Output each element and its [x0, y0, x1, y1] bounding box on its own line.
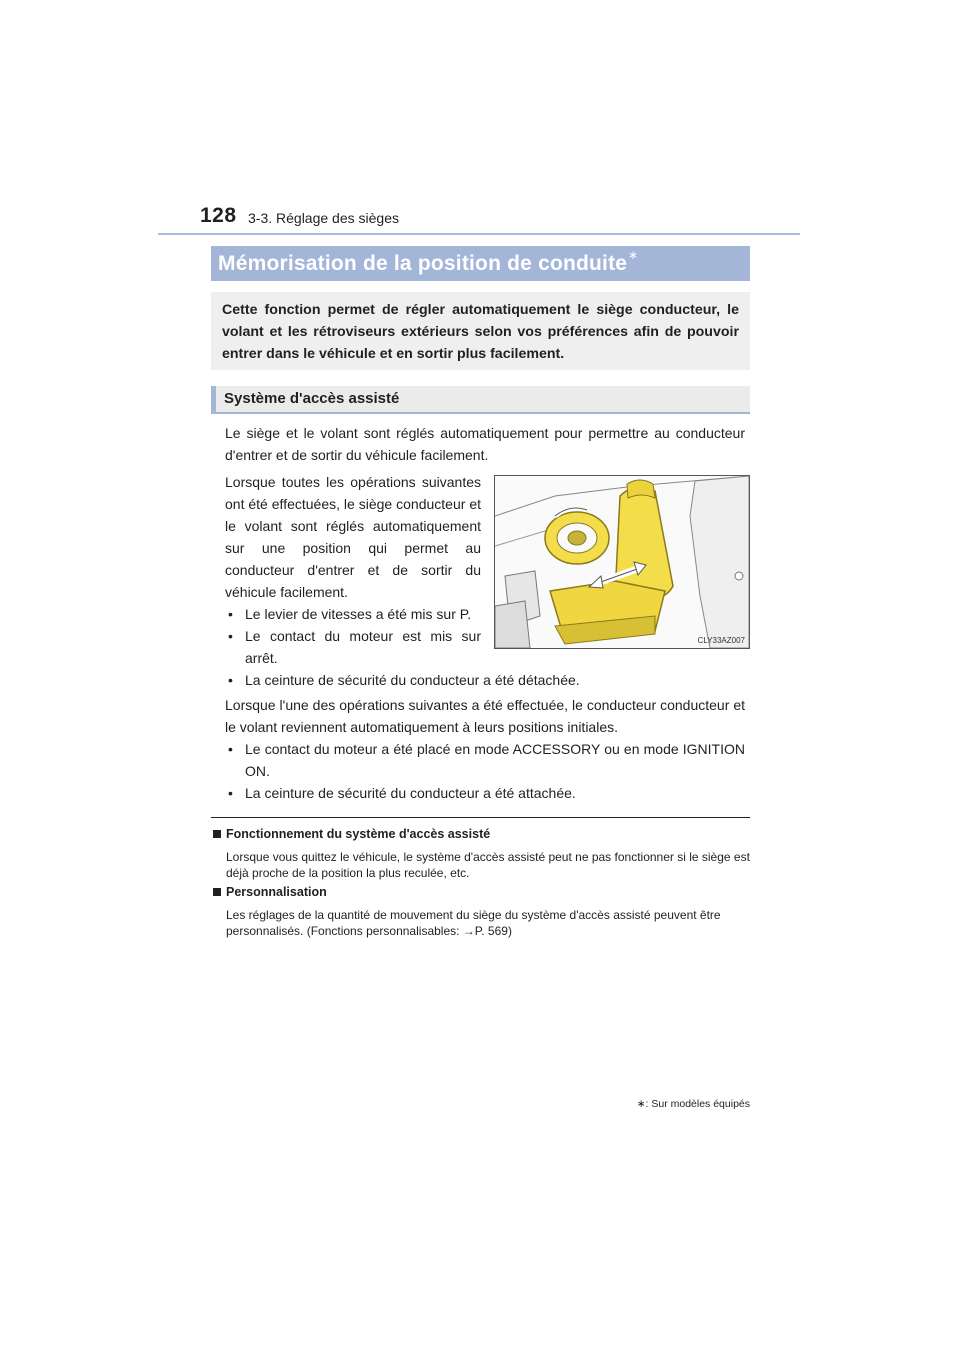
list-item: • Le contact du moteur est mis sur arrêt.	[228, 628, 481, 666]
paragraph-conditions: Lorsque toutes les opérations suivantes ont été effectuées, le siège conducteur et le volant sont réglés automatiquement sur une position qui permet au conducteur d'entrer et de sortir du véhicule facilement.	[225, 474, 481, 600]
page-number: 128	[200, 204, 237, 227]
list-item: • La ceinture de sécurité du conducteur a été détachée.	[228, 672, 580, 688]
footnote: ∗: Sur modèles équipés	[636, 1098, 750, 1110]
equipped-marker: ∗	[628, 247, 639, 262]
square-bullet-icon	[213, 888, 221, 896]
note-heading: Fonctionnement du système d'accès assisté	[213, 827, 490, 841]
page-title: Mémorisation de la position de conduite	[218, 251, 628, 275]
figure-code: CLY33AZ007	[697, 636, 745, 645]
note-heading: Personnalisation	[213, 885, 327, 899]
title-bar	[211, 246, 750, 281]
header-rule	[158, 233, 800, 235]
notes-divider	[211, 817, 750, 818]
paragraph-return: Lorsque l'une des opérations suivantes a été effectuée, le conducteur conducteur et le volant reviennent automatiquement à leurs positions initiales.	[225, 697, 745, 735]
section-heading: 3-3. Réglage des sièges	[248, 210, 399, 226]
note-body: Les réglages de la quantité de mouvement du siège du système d'accès assisté peuvent être personnalisés. (Fonctions personnalisables: →P. 569)	[226, 908, 721, 938]
list-item: • Le contact du moteur a été placé en mode ACCESSORY ou en mode IGNITION ON.	[228, 741, 745, 779]
subsection-heading: Système d'accès assisté	[211, 386, 750, 414]
list-item: • La ceinture de sécurité du conducteur a été attachée.	[228, 785, 576, 801]
seat-illustration	[494, 475, 750, 649]
intro-box: Cette fonction permet de régler automatiquement le siège conducteur, le volant et les rétroviseurs extérieurs selon vos préférences afin de pouvoir entrer dans le véhicule et en sortir plus facilement.	[211, 292, 750, 370]
note-body: Lorsque vous quittez le véhicule, le système d'accès assisté peut ne pas fonctionner si le siège est déjà proche de la position la plus reculée, etc.	[226, 850, 750, 880]
list-item: • Le levier de vitesses a été mis sur P.	[228, 606, 472, 622]
square-bullet-icon	[213, 830, 221, 838]
seat-drawing	[495, 476, 749, 648]
paragraph-intro: Le siège et le volant sont réglés automatiquement pour permettre au conducteur d'entrer et de sortir du véhicule facilement.	[225, 425, 745, 463]
